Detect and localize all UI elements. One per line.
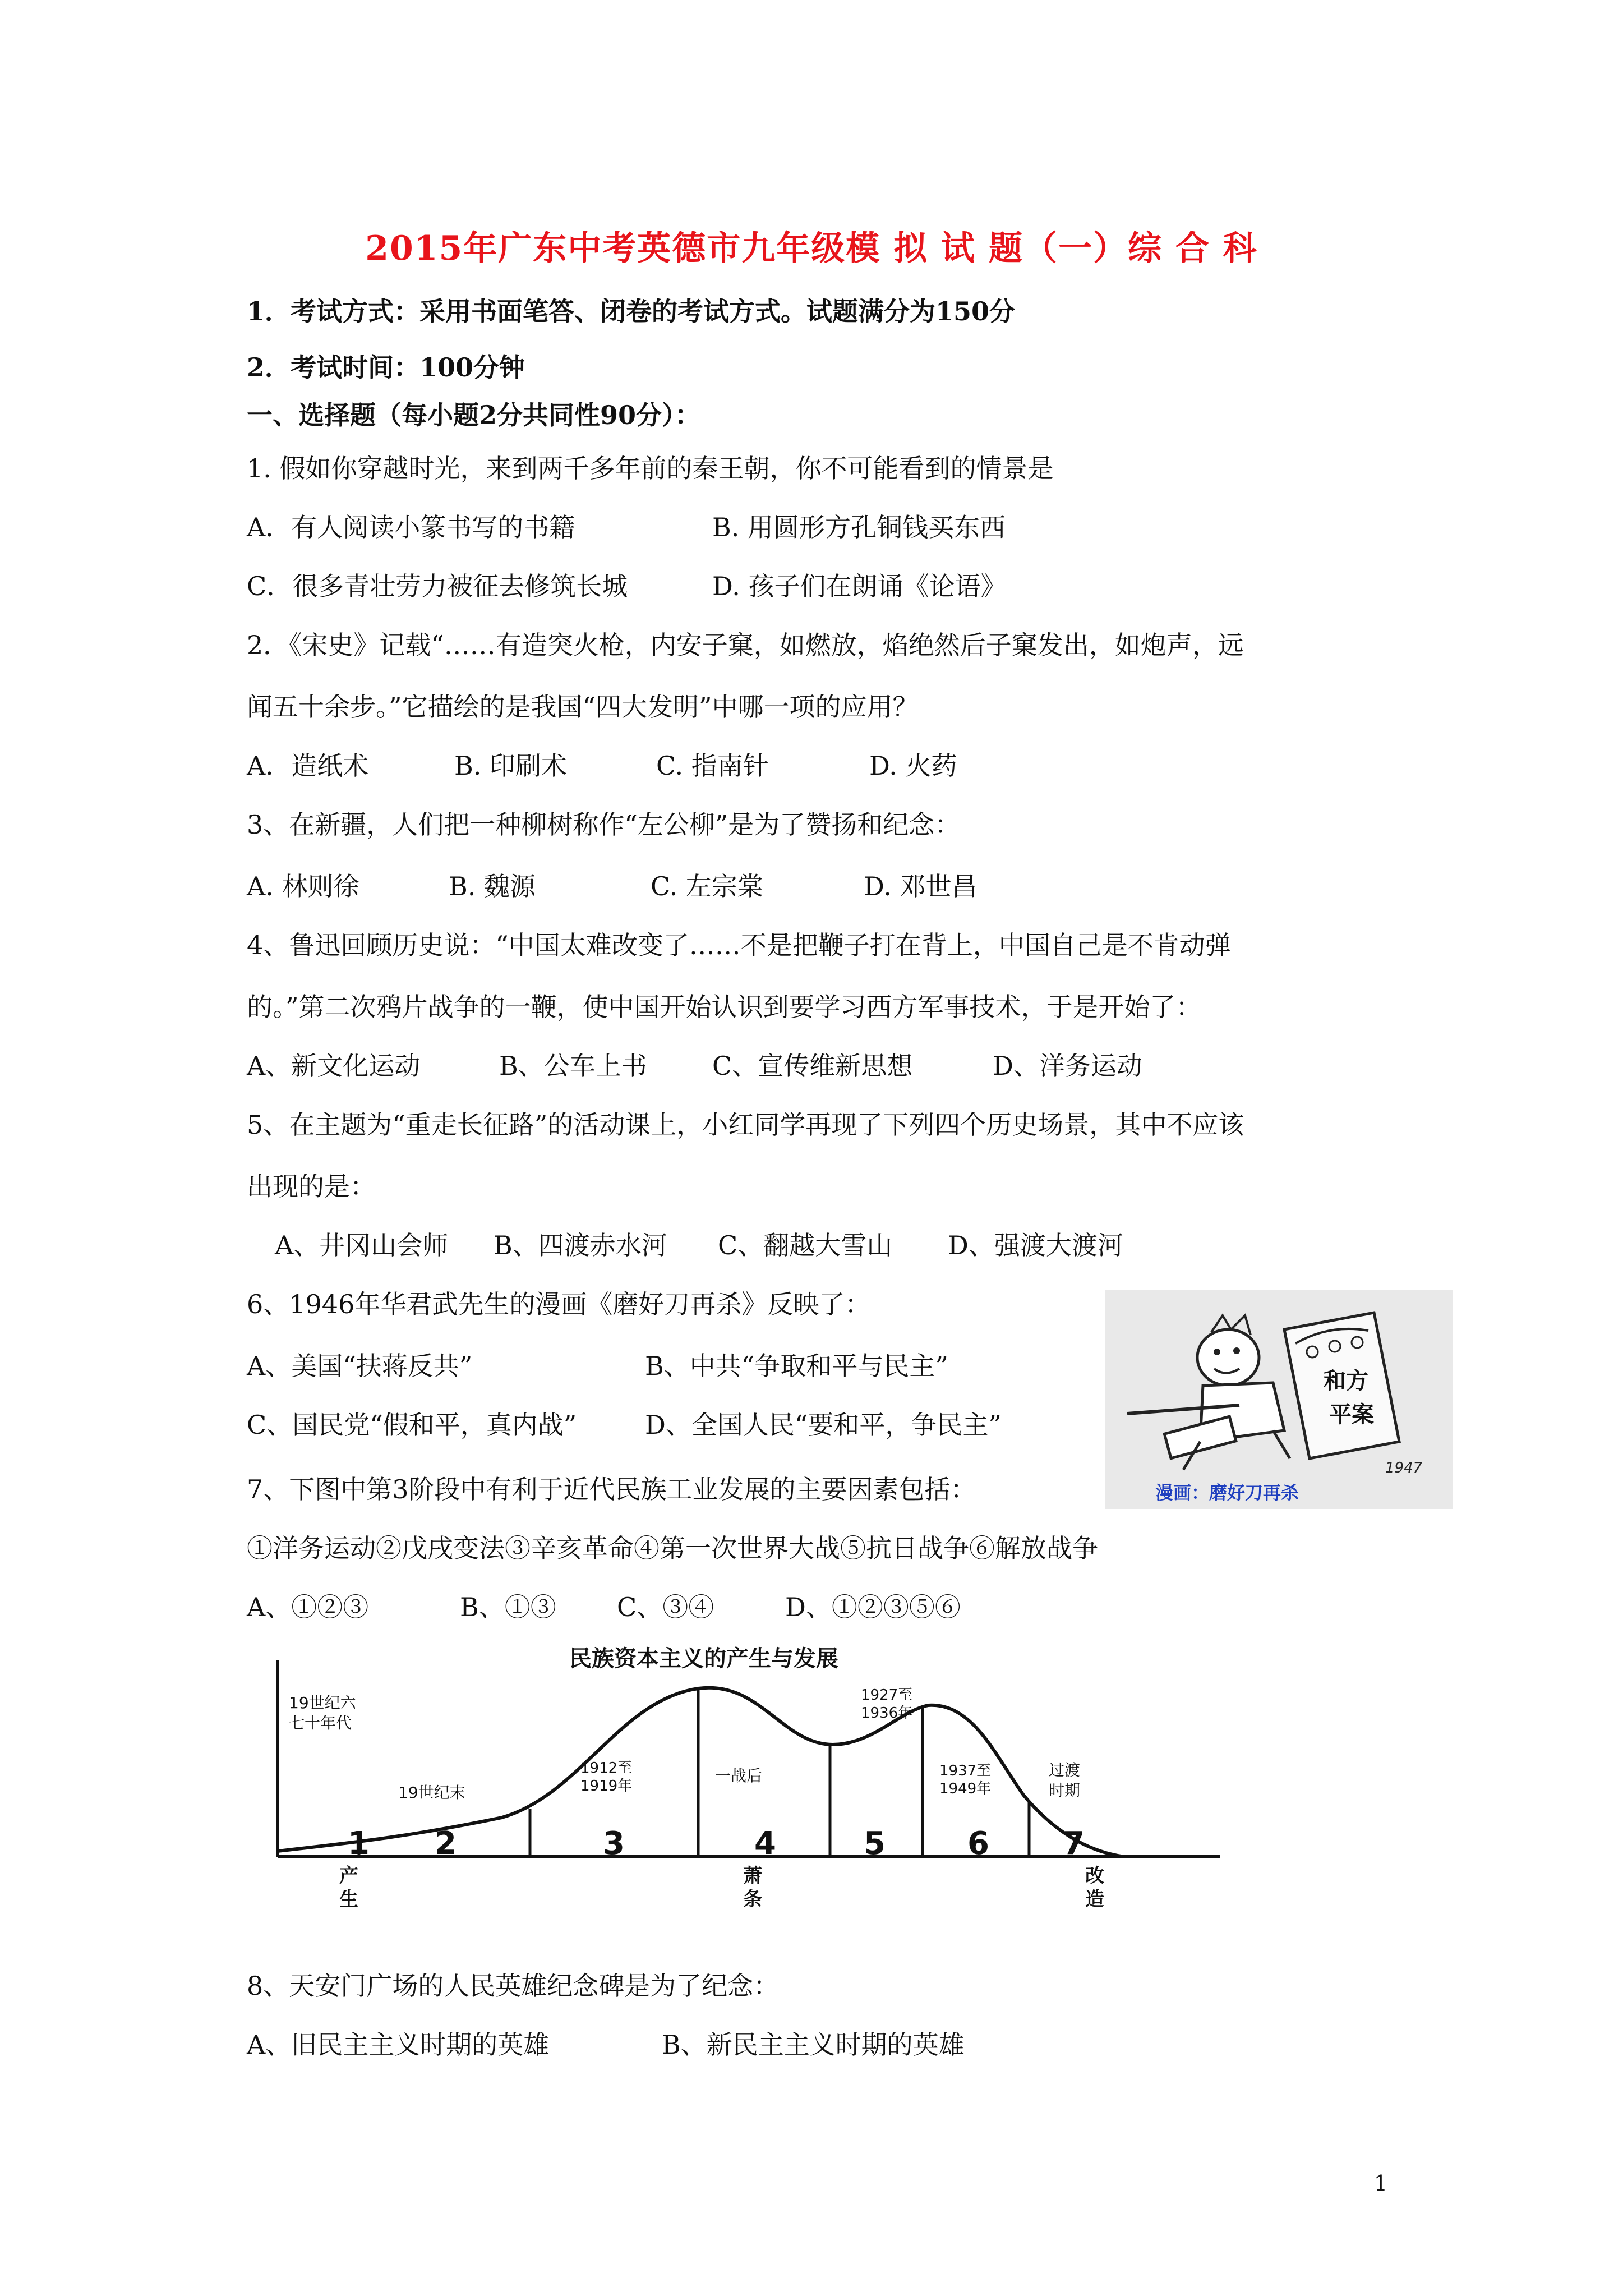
option-b: B. 魏源 xyxy=(449,871,536,901)
question-7-stem-line-1: 7、下图中第3阶段中有利于近代民族工业发展的主要因素包括： xyxy=(247,1474,976,1504)
option-d: D. 邓世昌 xyxy=(864,871,978,901)
label-chansheng: 产生 xyxy=(339,1865,358,1911)
annotation-stage-7: 过渡时期 xyxy=(1049,1761,1081,1800)
question-4-options xyxy=(247,1049,1142,1083)
development-curve xyxy=(278,1688,1124,1857)
option-d: D、强渡大渡河 xyxy=(948,1230,1123,1260)
option-a: A. 林则徐 xyxy=(247,871,359,901)
annotation-stage-2: 19世纪末 xyxy=(398,1783,465,1802)
option-a: A、井冈山会师 xyxy=(275,1230,449,1260)
option-b: B、新民主主义时期的英雄 xyxy=(662,2030,965,2060)
annotation-stage-3: 1912至 1919年 xyxy=(580,1760,633,1795)
question-1-stem: 1. 假如你穿越时光，来到两千多年前的秦王朝，你不可能看到的情景是 xyxy=(247,453,1054,484)
question-1-options-row-1 xyxy=(247,510,1006,544)
stage-7: 7 xyxy=(1063,1825,1085,1862)
question-5-stem-line-1: 5、在主题为“重走长征路”的活动课上，小红同学再现了下列四个历史场景，其中不应该 xyxy=(247,1110,1244,1140)
intro-line-1: 1．考试方式：采用书面笔答、闭卷的考试方式。试题满分为150分 xyxy=(247,296,1016,326)
intro-line-2: 2．考试时间：100分钟 xyxy=(247,352,525,383)
option-d: D. 孩子们在朗诵《论语》 xyxy=(712,571,1007,601)
option-d: D、洋务运动 xyxy=(993,1051,1142,1081)
cartoon-image xyxy=(1105,1290,1453,1509)
stage-6: 6 xyxy=(967,1825,989,1862)
stage-4: 4 xyxy=(754,1825,776,1862)
stage-5: 5 xyxy=(864,1825,886,1862)
capitalism-development-figure xyxy=(266,1644,1231,1913)
question-2-stem-line-1: 2．《宋史》记载“……有造突火枪，内安子窠，如燃放，焰绝然后子窠发出，如炮声，远 xyxy=(247,630,1244,660)
cartoon-year: 1947 xyxy=(1385,1460,1423,1476)
question-7-options xyxy=(247,1590,961,1624)
question-6-stem: 6、1946年华君武先生的漫画《磨好刀再杀》反映了： xyxy=(247,1289,871,1319)
option-a: A、美国“扶蒋反共” xyxy=(247,1351,473,1381)
option-d: D、①②③⑤⑥ xyxy=(785,1592,961,1622)
option-c: C. 左宗棠 xyxy=(651,871,763,901)
stage-2: 2 xyxy=(435,1825,457,1862)
annotation-stage-1: 19世纪六七十年代 xyxy=(289,1694,356,1732)
question-8-stem: 8、天安门广场的人民英雄纪念碑是为了纪念： xyxy=(247,1971,780,2001)
cartoon-caption: 漫画：磨好刀再杀 xyxy=(1155,1482,1299,1503)
question-1-options-row-2 xyxy=(247,569,1007,603)
exam-title: 2015年广东中考英德市九年级模 拟 试 题（一）综 合 科 xyxy=(365,229,1258,268)
option-d: D、全国人民“要和平，争民主” xyxy=(645,1410,1002,1440)
question-4-stem-line-1: 4、鲁迅回顾历史说：“中国太难改变了……不是把鞭子打在背上，中国自己是不肯动弹 xyxy=(247,930,1231,960)
option-b: B、①③ xyxy=(460,1592,556,1622)
question-7-stem-line-2: ①洋务运动②戊戌变法③辛亥革命④第一次世界大战⑤抗日战争⑥解放战争 xyxy=(247,1533,1098,1563)
option-b: B、中共“争取和平与民主” xyxy=(645,1351,948,1381)
question-4-stem-line-2: 的。”第二次鸦片战争的一鞭，使中国开始认识到要学习西方军事技术，于是开始了： xyxy=(247,992,1202,1022)
option-c: C．很多青壮劳力被征去修筑长城 xyxy=(247,571,628,601)
option-c: C. 指南针 xyxy=(656,751,769,781)
question-2-options xyxy=(247,749,957,783)
option-a: A、①②③ xyxy=(247,1592,369,1622)
section-heading: 一、选择题（每小题2分共同性90分）： xyxy=(247,400,701,430)
option-d: D. 火药 xyxy=(869,751,957,781)
label-xiaotiao: 萧条 xyxy=(743,1865,762,1911)
question-6-options-row-1 xyxy=(247,1349,948,1383)
option-c: C、国民党“假和平，真内战” xyxy=(247,1410,577,1440)
question-2-stem-line-2: 闻五十余步。”它描绘的是我国“四大发明”中哪一项的应用？ xyxy=(247,692,919,722)
question-5-stem-line-2: 出现的是： xyxy=(247,1171,376,1202)
question-6-options-row-2 xyxy=(247,1408,1002,1442)
option-b: B、公车上书 xyxy=(499,1051,647,1081)
figure-title: 民族资本主义的产生与发展 xyxy=(569,1646,838,1672)
option-a: A．有人阅读小篆书写的书籍 xyxy=(247,512,575,542)
option-b: B、四渡赤水河 xyxy=(494,1230,667,1260)
question-8-options xyxy=(247,2028,965,2062)
annotation-stage-5: 1927至 1936年 xyxy=(861,1687,913,1722)
sign-text-bottom: 平案 xyxy=(1329,1402,1374,1428)
option-c: C、翻越大雪山 xyxy=(718,1230,893,1260)
option-c: C、③④ xyxy=(617,1592,714,1622)
stage-1: 1 xyxy=(348,1825,370,1862)
sign-text-top: 和方 xyxy=(1324,1368,1368,1394)
option-a: A、新文化运动 xyxy=(247,1051,421,1081)
page-number: 1 xyxy=(1373,2171,1387,2196)
option-a: A、旧民主主义时期的英雄 xyxy=(247,2030,550,2060)
annotation-stage-4: 一战后 xyxy=(715,1766,763,1785)
stage-3: 3 xyxy=(603,1825,625,1862)
question-5-options xyxy=(275,1228,1123,1262)
question-3-stem: 3、在新疆，人们把一种柳树称作“左公柳”是为了赞扬和纪念： xyxy=(247,809,961,840)
option-b: B. 印刷术 xyxy=(454,751,568,781)
question-3-options xyxy=(247,869,978,903)
annotation-stage-6: 1937至 1949年 xyxy=(939,1763,992,1797)
option-b: B. 用圆形方孔铜钱买东西 xyxy=(712,512,1006,542)
option-a: A．造纸术 xyxy=(247,751,369,781)
label-gaizao: 改造 xyxy=(1085,1865,1104,1911)
option-c: C、宣传维新思想 xyxy=(712,1051,913,1081)
